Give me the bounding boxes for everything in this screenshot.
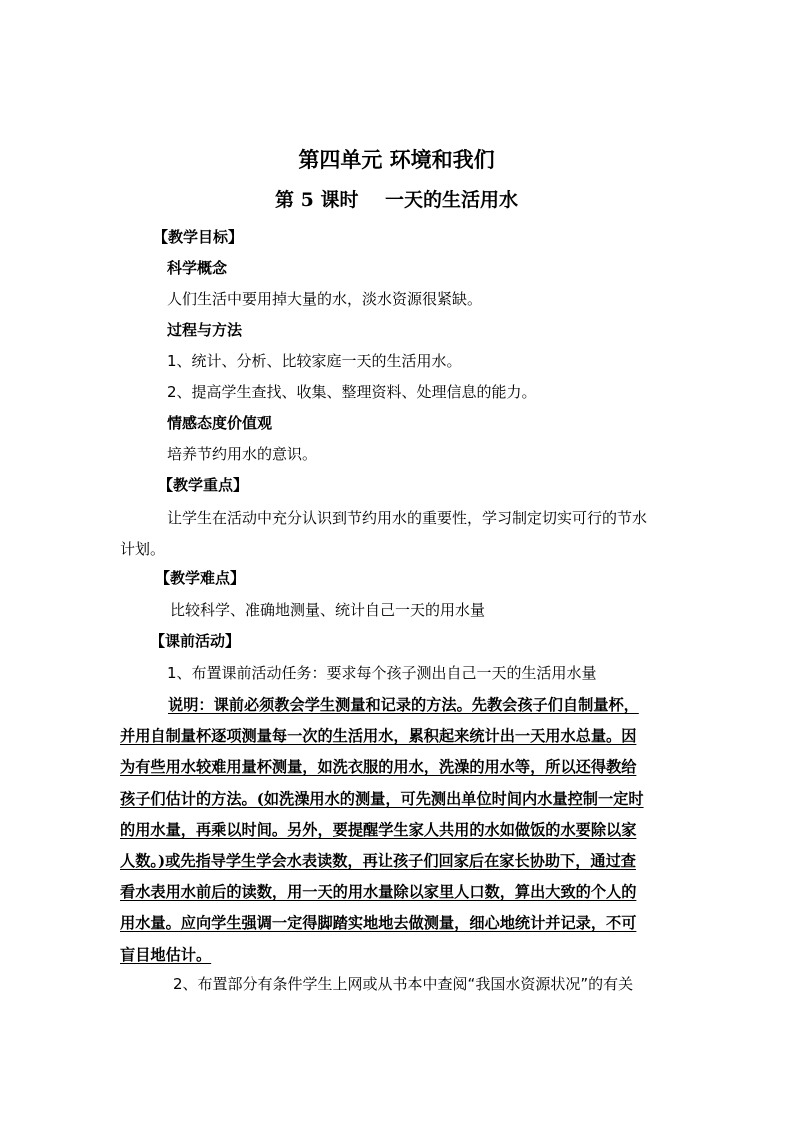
difficulties-heading: 【教学难点】 — [155, 569, 246, 587]
science-concept-heading: 科学概念 — [167, 259, 228, 277]
note-line: 的用水量，再乘以时间。另外，要提醒学生家人共用的水如做饭的水要除以家 — [120, 820, 637, 839]
note-line: 为有些用水较难用量杯测量，如洗衣服的用水，洗澡的用水等，所以还得教给 — [120, 758, 637, 777]
key-points-line-1: 让学生在活动中充分认识到节约用水的重要性，学习制定切实可行的节水 — [167, 509, 648, 527]
lesson-title: 第 5 课时 一天的生活用水 — [275, 189, 518, 211]
process-heading: 过程与方法 — [167, 321, 243, 339]
attitude-text: 培养节约用水的意识。 — [167, 445, 318, 463]
objectives-heading: 【教学目标】 — [153, 228, 244, 246]
note-line: 说明：课前必须教会学生测量和记录的方法。先教会孩子们自制量杯， — [168, 696, 639, 714]
pre-class-item-2: 2、布置部分有条件学生上网或从书本中查阅“我国水资源状况”的有关 — [173, 975, 634, 993]
process-item-2: 2、提高学生查找、收集、整理资料、处理信息的能力。 — [167, 383, 537, 401]
unit-title: 第四单元 环境和我们 — [298, 147, 495, 172]
note-line: 人数。)或先指导学生学会水表读数，再让孩子们回家后在家长协助下，通过查 — [120, 851, 636, 870]
attitude-heading: 情感态度价值观 — [167, 414, 273, 432]
note-line: 看水表用水前后的读数，用一天的用水量除以家里人口数，算出大致的个人的 — [120, 883, 637, 902]
note-line: 用水量。应向学生强调一定得脚踏实地地去做测量，细心地统计并记录，不可 — [120, 914, 637, 933]
measurement-note — [120, 690, 680, 971]
science-concept-text: 人们生活中要用掉大量的水，淡水资源很紧缺。 — [167, 290, 483, 308]
note-line: 盲目地估计。 — [120, 945, 212, 964]
difficulties-text: 比较科学、准确地测量、统计自己一天的用水量 — [170, 601, 486, 619]
key-points-line-2: 计划。 — [120, 540, 166, 558]
note-line: 并用自制量杯逐项测量每一次的生活用水，累积起来统计出一天用水总量。因 — [120, 727, 637, 746]
pre-class-heading: 【课前活动】 — [150, 632, 241, 650]
key-points-heading: 【教学重点】 — [158, 476, 249, 494]
pre-class-item-1: 1、布置课前活动任务：要求每个孩子测出自己一天的生活用水量 — [167, 664, 597, 682]
note-line: 孩子们估计的方法。(如洗澡用水的测量，可先测出单位时间内水量控制一定时 — [120, 789, 644, 808]
process-item-1: 1、统计、分析、比较家庭一天的生活用水。 — [167, 352, 462, 370]
